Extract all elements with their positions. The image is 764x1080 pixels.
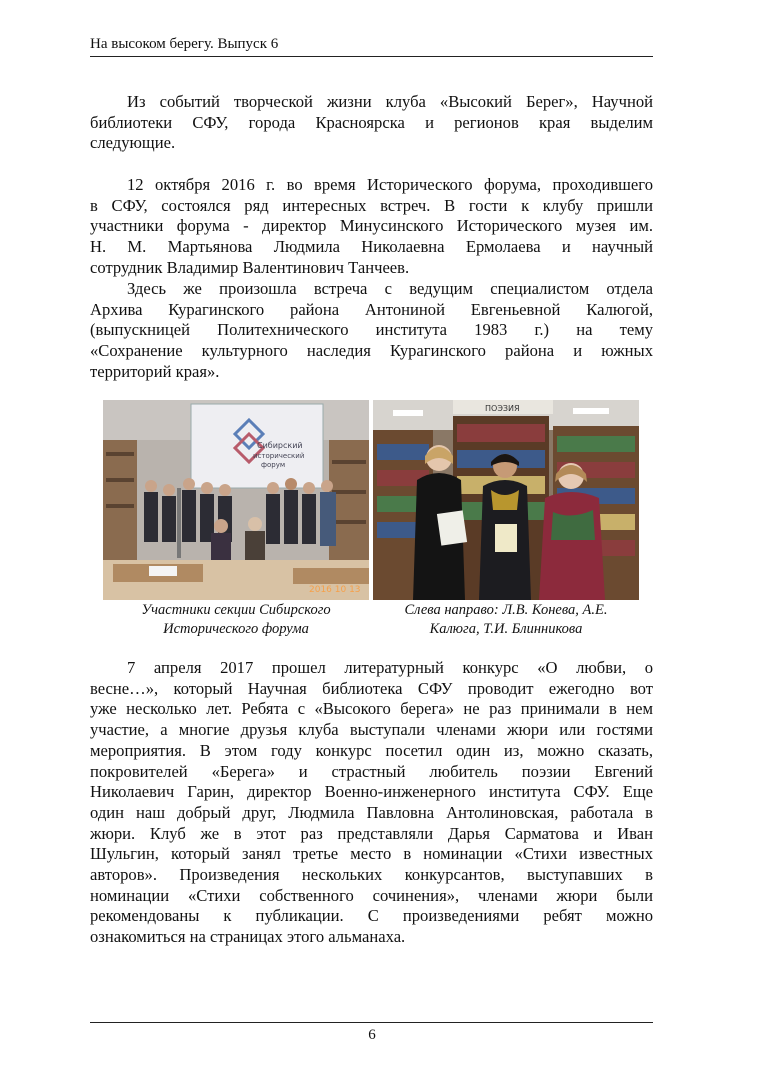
text-line: 7 апреля 2017 прошел литературный конкурс «О любви, о bbox=[127, 658, 653, 677]
footer-rule bbox=[90, 1022, 653, 1023]
text-line: (выпускницей Политехнического института 1983 г.) на тему bbox=[90, 320, 653, 340]
text-line: номинации «Стихи собственного сочинения», членами жюри были bbox=[90, 885, 653, 905]
text-line: Здесь же произошла встреча с ведущим специалистом отдела bbox=[127, 279, 653, 298]
text-line: жюри. Клуб же в этот раз представляли Дарья Сарматова и Иван bbox=[90, 823, 653, 843]
photo-forum-participants bbox=[103, 400, 369, 600]
text-line: участники форума - директор Минусинского Исторического музея им. bbox=[90, 216, 653, 236]
caption-forum bbox=[103, 601, 369, 639]
text-line: Архива Курагинского района Антониной Евгеньевной Калюгой, bbox=[90, 299, 653, 319]
caption-line: Слева направо: Л.В. Конева, А.Е. bbox=[404, 602, 608, 618]
text-line: 12 октября 2016 г. во время Исторического форума, проходившего bbox=[127, 175, 653, 194]
screen-text-3: форум bbox=[261, 461, 286, 469]
library-sign: ПОЭЗИЯ bbox=[485, 404, 520, 413]
text-line: мероприятия. В этом году конкурс посетил один из, можно сказать, bbox=[90, 740, 653, 760]
screen-text-2: исторический bbox=[253, 452, 305, 460]
header-rule bbox=[90, 56, 653, 57]
text-line: авторов». Произведения нескольких конкурсантов, выступавших в bbox=[90, 865, 653, 885]
text-line: «Сохранение культурного наследия Курагинского района и южных bbox=[90, 341, 653, 361]
text-line: уже несколько лет. Ребята с «Высокого берега» не раз принимали в нем bbox=[90, 699, 653, 719]
paragraph-forum bbox=[90, 175, 653, 279]
paragraph-contest bbox=[90, 658, 653, 948]
text-line: библиотеки СФУ, города Красноярска и регионов края выделим bbox=[90, 112, 653, 132]
text-line: покровителей «Берега» и страстный любитель поэзии Евгений bbox=[90, 761, 653, 781]
text-line: один наш добрый друг, Людмила Павловна Антолиновская, работала в bbox=[90, 802, 653, 822]
text-line: Н. М. Мартьянова Людмила Николаевна Ермолаева и научный bbox=[90, 237, 653, 257]
photo-timestamp: 2016 10 13 bbox=[309, 585, 361, 595]
paragraph-meeting bbox=[90, 279, 653, 383]
text-line: Николаевич Гарин, директор Военно-инженерного института СФУ. Еще bbox=[90, 782, 653, 802]
text-line: ознакомиться на страницах этого альманаха. bbox=[90, 927, 406, 947]
text-line: Шульгин, который занял третье место в номинации «Стихи известных bbox=[90, 844, 653, 864]
text-line: весне…», который Научная библиотека СФУ проводит ежегодно вот bbox=[90, 678, 653, 698]
caption-line: Участники секции Сибирского bbox=[141, 602, 331, 618]
text-line: территорий края». bbox=[90, 361, 220, 381]
photo-library-illustration bbox=[373, 400, 639, 600]
caption-line: Калюга, Т.И. Блинникова bbox=[429, 621, 583, 637]
photo-forum-illustration bbox=[103, 400, 369, 600]
text-line: следующие. bbox=[90, 133, 176, 153]
running-header: На высоком берегу. Выпуск 6 bbox=[90, 36, 279, 52]
text-line: Из событий творческой жизни клуба «Высокий Берег», Научной bbox=[127, 92, 653, 111]
text-line: рекомендованы к публикации. С произведениями ребят можно bbox=[90, 906, 653, 926]
screen-text-1: Сибирский bbox=[257, 441, 303, 450]
text-line: в СФУ, состоялся ряд интересных встреч. В гости к клубу пришли bbox=[90, 195, 653, 215]
text-line: сотрудник Владимир Валентинович Танчеев. bbox=[90, 257, 410, 277]
caption-line: Исторического форума bbox=[163, 621, 309, 637]
paragraph-intro bbox=[90, 92, 653, 154]
page-number: 6 bbox=[368, 1027, 376, 1043]
text-line: участие, а многие друзья клуба выступали членами жюри или гостями bbox=[90, 720, 653, 740]
caption-library bbox=[373, 601, 639, 639]
photo-library-guests bbox=[373, 400, 639, 600]
